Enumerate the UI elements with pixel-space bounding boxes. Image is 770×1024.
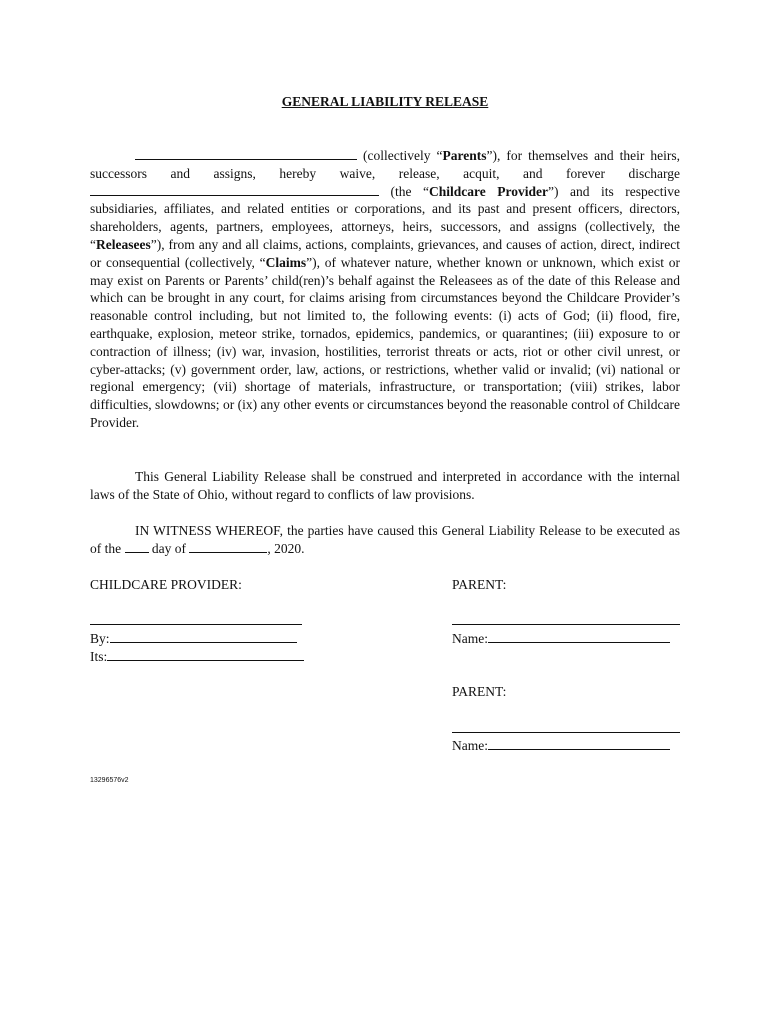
document-id: 13296576v2 <box>90 777 129 784</box>
document-title: GENERAL LIABILITY RELEASE <box>281 94 489 109</box>
parent-1-signature-line[interactable] <box>452 624 680 625</box>
by-field[interactable]: By: <box>90 630 297 647</box>
childcare-provider-term: Childcare Provider <box>429 183 549 199</box>
parent-label-2: PARENT: <box>452 684 507 699</box>
parent-1-name-field[interactable]: Name: <box>452 630 670 647</box>
witness-paragraph: IN WITNESS WHEREOF, the parties have caused this General Liability Release to be executed as of the day of , 2020. <box>90 523 680 556</box>
parents-name-blank[interactable] <box>135 147 357 160</box>
month-blank[interactable] <box>189 540 267 553</box>
release-paragraph: (collectively “Parents”), for themselves and their heirs, successors and assigns, hereby waive, release, acquit, and forever discharge (the “Childcare Provider”) and its respective subsidiaries, affiliates, and related entities or corporations, and its past and present officers, directors, shareholders, agents, partners, employees, attorneys, heirs, successors, and assigns (collectively, the “Releasees”), from any and all claims, actions, complaints, grievances, and causes of action, direct, indirect or consequential (collectively, “Claims”), of whatever nature, whether known or unknown, which exist or may exist on Parents or Parents’ child(ren)’s behalf against the Releasees as of the date of this Release and which can be brought in any court, for claims arising from circumstances beyond the Childcare Provider’s reasonable control including, but not limited to, the following events: (i) acts of God; (ii) flood, fire, earthquake, explosion, meteor strike, tornados, epidemics, pandemics, or quarantines; (iii) exposure to or contraction of illness; (iv) war, invasion, hostilities, terrorist threats or acts, riot or other civil unrest, or cyber-attacks; (v) government order, law, actions, or restrictions, whether valid or invalid; (vi) national or regional emergency; (vii) shortage of materials, infrastructure, or transportation; (viii) strikes, labor difficulties, slowdowns; or (ix) any other events or circumstances beyond the reasonable control of Childcare Provider. <box>90 148 681 430</box>
governing-law-paragraph: This General Liability Release shall be construed and interpreted in accordance with the internal laws of the State of Ohio, without regard to conflicts of law provisions. <box>90 469 680 502</box>
parent-2-signature-line[interactable] <box>452 732 680 733</box>
parent-label-1: PARENT: <box>452 577 507 592</box>
claims-term: Claims <box>265 254 307 270</box>
parent-2-name-field[interactable]: Name: <box>452 737 670 754</box>
day-blank[interactable] <box>125 540 149 553</box>
releasees-term: Releasees <box>96 236 151 252</box>
childcare-provider-label: CHILDCARE PROVIDER: <box>90 577 242 592</box>
childcare-provider-blank[interactable] <box>90 183 379 196</box>
its-field[interactable]: Its: <box>90 648 304 665</box>
parents-term: Parents <box>442 148 487 163</box>
provider-signature-line[interactable] <box>90 624 302 625</box>
